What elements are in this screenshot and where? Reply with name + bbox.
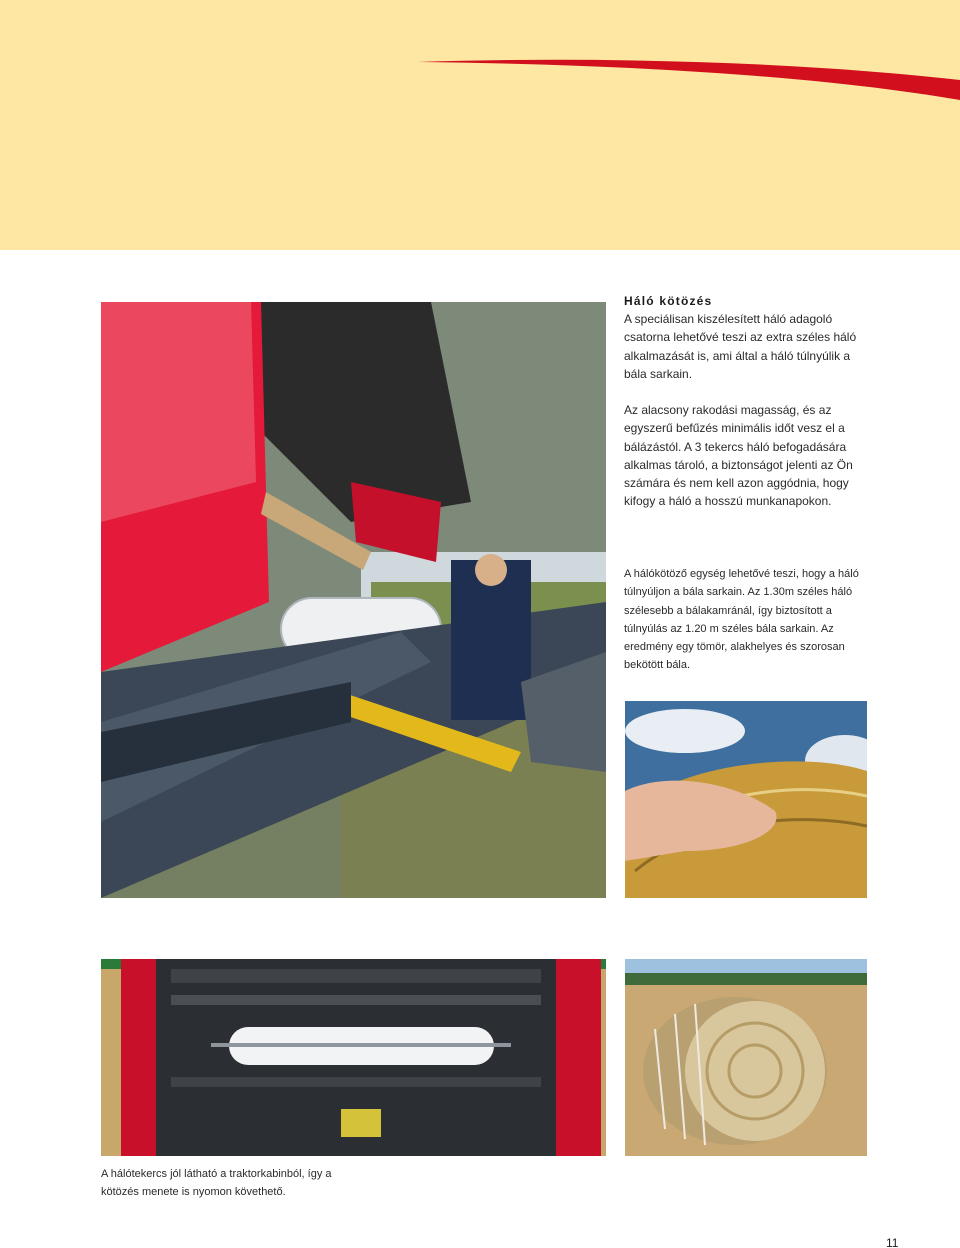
red-swoosh: [0, 0, 960, 250]
section-paragraph-1: A speciálisan kiszélesített háló adagoló csatorna lehetővé teszi az extra széles háló alkalmazását is, ami által a háló túlnyúlik a bála sarkain.: [624, 312, 857, 381]
photo-caption: A hálótekercs jól látható a traktorkabinból, így a kötözés menete is nyomon követhető.: [101, 1168, 332, 1198]
section-paragraph-2: Az alacsony rakodási magasság, és az egyszerű befűzés minimális időt vesz el a bálázástól. A 3 tekercs háló befogadására alkalmas tároló, a biztonságot jelenti az Ön számára és nem kell azon aggódnia, hogy kifogy a háló a hosszú munkanapokon.: [624, 403, 853, 509]
baler-net-loading-photo: [101, 302, 606, 898]
hand-on-straw-bale-photo: [625, 701, 867, 898]
net-roll-in-baler-photo: [101, 959, 606, 1156]
section-heading: Háló kötözés: [624, 294, 713, 308]
page-number: 11: [886, 1236, 899, 1248]
section-paragraph-3: A hálókötöző egység lehetővé teszi, hogy a háló túlnyúljon a bála sarkain. Az 1.30m széles háló szélesebb a bálakamránál, így biztosított a túlnyúlás az 1.20 m széles bála sarkain. Az eredmény egy tömör, alakhelyes és szorosan bekötött bála.: [624, 568, 859, 672]
netted-round-bale-photo: [625, 959, 867, 1156]
